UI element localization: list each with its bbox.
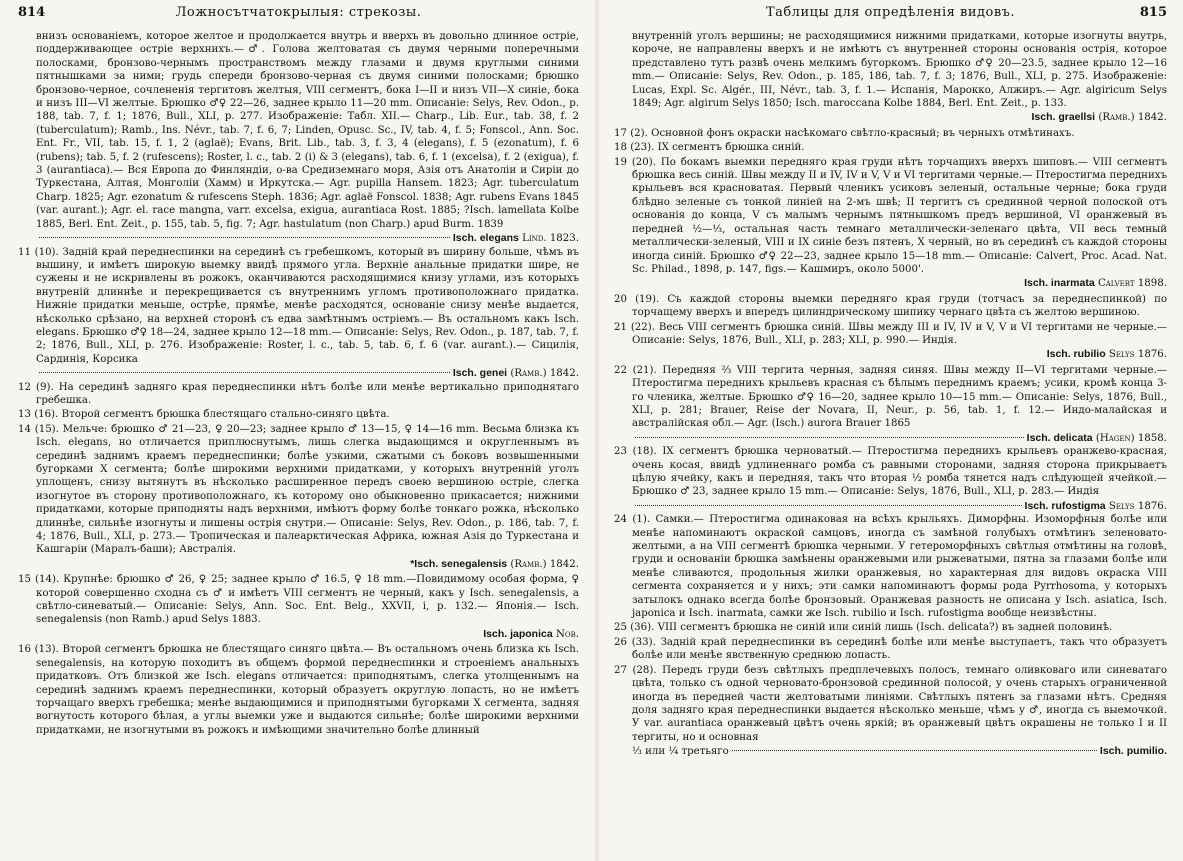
book-gutter [593,0,601,861]
key-entry-15: 15 (14). Крупнѣе: брюшко ♂ 26, ♀ 25; заднее крыло ♂ 16.5, ♀ 18 mm.—Повидимому особая форма, ♀ которой совершенно сходна съ ♂ и имѣетъ VIII сегментъ не черный, какъ у Isch. senegalensis, а свѣтло-синеватый.— Описаніе: Selys, Ann. Soc. Ent. Belg., XXVII, i, p. 132.— Японія.— Isch. senegalensis (non Ramb.) apud Selys 1883. [18,574,579,626]
species-name: Isch. rubilio [1046,348,1106,361]
species-line [614,432,1167,445]
right-page-body [614,30,1167,759]
leader-dots [39,372,450,373]
key-entry-25: 25 (36). VIII сегментъ брюшка не синій или синій лишь (Isch. delicata?) въ задней половинѣ. [614,622,1113,634]
right-page-number: 815 [1139,5,1167,20]
right-running-title: Таблицы для опредѣленія видовъ. [765,5,1016,20]
species-author: (Ramb.) 1842. [510,558,579,570]
left-page-header [18,0,579,26]
species-author: (Ramb.) 1842. [510,368,579,380]
last-line-text: ⅓ или ¼ третьяго [632,746,729,758]
left-page-number: 814 [18,5,46,20]
key-entry-20: 20 (19). Съ каждой стороны выемки передняго края груди (тотчасъ за переднеспинкой) по торчащему вверхъ и впередъ цилиндрическому шипику чернаго цвѣта съ желтою вершиною. [614,293,1167,319]
species-line [614,348,1167,361]
species-line [614,500,1167,513]
leader-dots [732,750,1097,751]
species-author: Selys 1876. [1108,500,1167,512]
key-entry-22: 22 (21). Передняя ⅔ VIII тергита черныя, задняя синяя. Швы между II—VI тергитами черные.— Птеростигма переднихъ крыльевъ красная съ бѣлымъ переднимъ краемъ; усики, кромѣ конца 3-го членика, желтые. Брюшко ♂♀ 16—20, заднее крыло 10—15 mm.— Описаніе: Selys, 1876, Bull., XLI, p. 281; Brauer, Reise der Novara, II, Neur., p. 56, tab. 1, f. 12.— Индо-малайская и австралійская обл.— Agr. (Isch.) aurora Brauer 1865 [614,364,1167,430]
species-line [18,628,579,641]
right-page-header [614,0,1167,26]
species-author: Calvert 1898. [1097,278,1167,290]
key-entry-21: 21 (22). Весь VIII сегментъ брюшка синій. Швы между III и IV, IV и V, V и VI тергитами не черные.— Описаніе: Selys, 1876, Bull., XLI, p. 283; XLI, p. 990.— Индія. [614,321,1167,346]
species-author: Selys 1876. [1108,349,1167,361]
key-entry-11: 11 (10). Задній край переднеспинки на серединѣ съ гребешкомъ, который въ ширину больше, чѣмъ въ вышину, и имѣетъ широкую выемку ввидѣ прямого угла. Верхніе анальные придатки шире, не сужены и не искривлены въ рожокъ, оканчиваются расходящимися книзу углами, изъ которыхъ внутреній длиннѣе и перекрещивается съ внутреннимъ угломъ противоположнаго придатка. Нижніе придатки меньше, острѣе, прямѣе, менѣе расходятся, основаніе снизу менѣе выдается, нѣсколько срѣзано, на верхней сторонѣ съ едва замѣтнымъ остріемъ.— Въ остальномъ какъ Isch. elegans. Брюшко ♂♀ 18—24, заднее крыло 12—18 mm.— Описаніе: Selys, Rev. Odon., p. 187, tab. 7, f. 2; 1876, Bull., XLI, p. 276. Изображеніе: Roster, l. c., tab. 5, tab. 6, f. 6 (var. aurant.).— Сицилія, Сардинія, Корсика [18,246,579,365]
species-author: Nob. [555,628,579,640]
right-page [614,0,1167,861]
species-line [614,277,1167,290]
species-line [614,745,1167,758]
species-name: Isch. delicata [1026,431,1093,444]
key-entry-23: 23 (18). IX сегментъ брюшка черноватый.— Птеростигма переднихъ крыльевъ оранжево-красная, очень косая, ввидѣ удлиненнаго ромба съ равными сторонами, задняя сторона прикрываетъ цѣлую ячейку, какъ и передняя, такъ что вторая ½ ромба тянется надъ слѣдующей ячейкой.— Брюшко ♂ 23, заднее крыло 15 mm.— Описаніе: Selys, 1876, Bull., XLI, p. 283.— Индія [614,446,1167,498]
leader-dots [635,437,1024,438]
key-entry-17: 17 (2). Основной фонъ окраски насѣкомаго свѣтло-красный; въ черныхъ отмѣтинахъ. [614,127,1075,139]
key-entry-27: 27 (28). Передъ груди безъ свѣтлыхъ предплечевыхъ полосъ, темнаго оливковаго или синеватаго цвѣта, только съ одной черновато-бронзовой срединной полосой, у очень старыхъ ограниченной иногда въ передней части желтоватыми линіями. Свѣтлыхъ пятенъ за глазами нѣтъ. Средняя доля задняго края переднеспинки выдается нѣсколько меньше, чѣмъ у ♂, иногда съ выемочкой. У var. aurantiaca оранжевый цвѣтъ очень яркій; въ оранжевый цвѣтъ окрашены не только I и II тергиты, но и основная [614,664,1167,743]
left-running-title: Ложносътчатокрылыя: стрекозы. [175,5,422,20]
species-name: Isch. elegans [452,232,519,245]
key-entry-26: 26 (33). Задній край переднеспинки въ серединѣ болѣе или менѣе выступаетъ, такъ что образуетъ болѣе или менѣе явственную среднюю лопасть. [614,636,1167,662]
species-line [18,232,579,245]
left-page-body [18,30,579,737]
species-name: Isch. graellsi [1031,111,1096,124]
species-line [18,558,579,571]
species-name: Isch. pumilio. [1099,745,1167,758]
key-entry-12: 12 (9). На серединѣ задняго края переднеспинки нѣтъ болѣе или менѣе вертикально приподнятаго гребешка. [18,381,579,406]
species-name: Isch. genei [452,367,508,380]
leader-dots [39,237,450,238]
left-page [18,0,579,861]
species-line [18,367,579,380]
key-entry-24: 24 (1). Самки.— Птеростигма одинаковая на всѣхъ крыльяхъ. Диморфны. Изоморфныя болѣе или менѣе напоминаютъ окраской самцовъ, иногда съ замѣной голубыхъ отмѣтинъ зеленовато-желтыми, а на VIII сегментѣ брюшка черными. У гетероморфныхъ свѣтлыя отмѣтины на головѣ, груди и основаніи брюшка замѣнены оранжевыми или рыжеватыми, пятна за глазами болѣе или менѣе сливаются, продольныя жилки оранжевыя, но характерная для видовъ окраска VIII сегмента сохраняется и у нихъ; эти самки напоминаютъ формы рода Pyrrhosoma, у которыхъ затылокъ однако всегда болѣе бронзовый. Оранжевая разность не описана у Isch. asiatica, Isch. japonica и Isch. inarmata, самки же Isch. rubilio и Isch. rufostigma вообще неизвѣстны. [614,514,1167,620]
species-name: Isch. rufostigma [1024,499,1106,512]
key-entry-18: 18 (23). IX сегментъ брюшка синій. [614,142,805,154]
species-author: (Hagen) 1858. [1095,432,1167,444]
species-author: (Ramb.) 1842. [1098,112,1167,124]
species-name: *Isch. senegalensis [410,557,508,570]
key-entry-19: 19 (20). По бокамъ выемки передняго края груди нѣтъ торчащихъ вверхъ шиповъ.— VIII сегментъ брюшка весь синій. Швы между II и IV, IV и V, V и VI тергитами черные.— Птеростигма переднихъ крыльевъ вся красноватая. Первый членикъ усиковъ зеленый, остальные черные; бока груди блѣдно зеленые съ тонкой линіей на 2-мъ швѣ; II тергитъ съ срединной черной полоской отъ основанія до конца, V съ малымъ чернымъ пятнышкомъ предъ вершиной, VI оранжевый въ передней ½—⅓, остальная часть темнаго металлически-зеленаго цвѣта, VII весь темный металлически-зеленый, VIII и IX синіе безъ пятенъ, X черный, но въ серединѣ съ каждой стороны иногда синій. Брюшко ♂♀ 22—23, заднее крыло 15—18 mm.— Описаніе: Calvert, Proc. Acad. Nat. Sc. Philad., 1898, p. 147, figs.— Кашмиръ, около 5000'. [614,156,1167,275]
species-line [614,111,1167,124]
species-name: Isch. inarmata [1024,277,1095,290]
key-entry-14: 14 (15). Мельче: брюшко ♂ 21—23, ♀ 20—23; заднее крыло ♂ 13—15, ♀ 14—16 mm. Весьма близка къ Isch. elegans, но отличается приплюснутымъ, лишь слегка выдающимся и округленнымъ въ серединѣ заднимъ краемъ переднеспинки; болѣе узкими, сжатыми съ боковъ возвышенными бугорками X сегмента; болѣе широкими верхними придатками, у которыхъ внутренній уголъ уплощенъ, снизу вытянутъ въ нѣсколько расширенное передъ своею вершиною остріе, слегка изогнутое въ сторону противоположнаго, къ которому оно обыкновенно прикасается; нижними придатками, которые приподняты надъ верхними, имѣютъ форму болѣе тонкаго рожка, нѣсколько длиннѣе, сильнѣе изогнуты и лишены острія снутри.— Описаніе: Selys, Rev. Odon., p. 186, tab. 7, f. 4; 1876, Bull., XLI, p. 273.— Тропическая и палеарктическая Африка, южная Азія до Туркестана и Кашгаріи (Маралъ-баши); Австралія. [18,423,579,556]
continued-paragraph: внутренній уголъ вершины; не расходящимися нижними придатками, которые изогнуты внутрь, короче, не направлены вверхъ и не имѣютъ съ внутренней стороны основанія острія, которое представлено тутъ развѣ очень мелкимъ бугоркомъ. Брюшко ♂♀ 20—23.5, заднее крыло 12—16 mm.— Описаніе: Selys, Rev. Odon., p. 185, 186, tab. 7, f. 3; 1876, Bull., XLI, p. 275. Изображеніе: Lucas, Expl. Sc. Algér., III, Névr., tab. 3, f. 1.— Испанія, Марокко, Алжиръ.— Agr. algiricum Selys 1849; Agr. algirum Selys 1850; Isch. maroccana Kolbe 1884, Berl. Ent. Zeit., p. 133. [632,31,1167,110]
species-author: Lind. 1823. [522,233,579,245]
species-name: Isch. japonica [483,627,553,640]
key-entry-13: 13 (16). Второй сегментъ брюшка блестящаго стально-синяго цвѣта. [18,409,390,421]
key-entry-16: 16 (13). Второй сегментъ брюшка не блестящаго синяго цвѣта.— Въ остальномъ очень близка къ Isch. senegalensis, на которую походитъ въ общемъ формой переднеспинки и строеніемъ анальныхъ придатковъ. Отъ близкой же Isch. elegans отличается: приподнятымъ, слегка утолщеннымъ на серединѣ заднимъ краемъ переднеспинки, который образуетъ округлую лопасть, но не имѣетъ торчащаго вверхъ гребешка; менѣе выдающимися и приподнятыми бугорками X сегмента, задняя вогнутость которого бѣлая, а углы выемки уже и выдаются сильнѣе; болѣе широкими верхними придатками, не изогнутыми въ рожокъ и имѣющими значительно болѣе длинный [18,644,579,736]
leader-dots [635,505,1022,506]
continued-paragraph: внизъ основаніемъ, которое желтое и продолжается внутрь и вверхъ въ довольно длинное острiе, поддерживающее острiе верхнихъ.—♂. Голова желтоватая съ двумя черными поперечными полосками, бронзово-чернымъ пространствомъ между глазами и двумя круглыми синими пятнышками за ними; грудь спереди бронзово-черная съ двумя синими полосками; брюшко бронзово-черное, сочлененія тергитовъ желтыя, VIII сегментъ, бока I—II и низъ VII—X синіе, бока и низъ III—VI желтые. Брюшко ♂♀ 22—26, заднее крыло 11—20 mm. Описаніе: Selys, Rev. Odon., p. 188, tab. 7, f. 1; 1876, Bull., XLI, p. 277. Изображеніе: Табл. XII.— Charp., Lib. Eur., tab. 38, f. 2 (tuberculatum); Ramb., Ins. Névr., tab. 7, f. 6, 7; Linden, Opusc. Sc., IV, tab. 4, f. 5; Fonscol., Ann. Soc. Ent. Fr., VII, tab. 15, f. 1, 2 (aglaë); Evans, Brit. Lib., tab. 3, f. 3, 4 (elegans), f. 5 (ezonatum), f. 6 (rubens); tab. 5, f. 2 (rufescens); Roster, l. c., tab. 2 (i) & 3 (elegans), tab. 6, f. 1 (excelsa), f. 2 (exigua), f. 3 (aurantiaca).— Вся Европа до Финляндіи, о-ва Средиземнаго моря, Азія отъ Анатоліи и Сиріи до Туркестана, Алтая, Монголіи (Хамм) и Иркутска.— Agr. pupilla Hansem. 1823; Agr. tuberculatum Charp. 1825; Agr. ezonatum & rufescens Steph. 1836; Agr. aglaë Fonscol. 1838; Agr. rubens Evans 1845 (var. aurant.); Agr. el. race mangna, varr. excelsa, exigua, aurantiaca Rost. 1885; ?Isch. lamellata Kolbe 1885, Berl. Ent. Zeit., p. 155, tab. 5, fig. 7; Agr. hastulatum (non Charp.) apud Burm. 1839 [36,31,579,230]
